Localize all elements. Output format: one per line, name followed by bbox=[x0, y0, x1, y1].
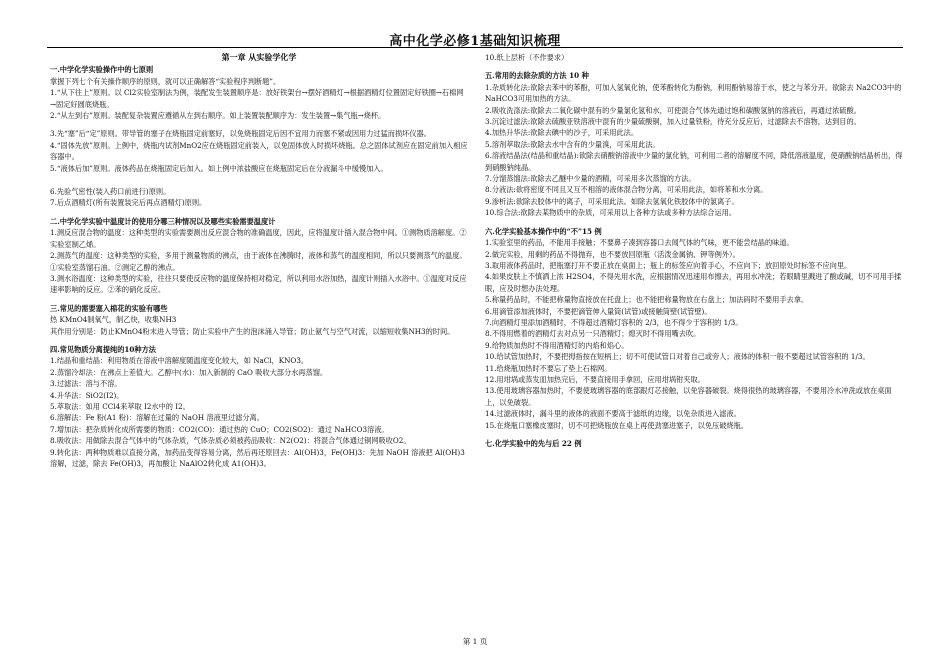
section-6-item: 15.在烧瓶口塞橡皮塞时，切不可把烧瓶放在桌上再使劲塞进塞子，以免压破烧瓶。 bbox=[485, 420, 748, 430]
section-4-item: 4.升华法：SiO2(I2)。 bbox=[50, 390, 124, 400]
section-2-item: 3.测水浴温度：这种类型的实验，往往只要使反应物的温度保持相对稳定，所以利用水浴加热，温度计则插入水浴中。①温度对反应速率影响的反应。②苯的硝化反应。 bbox=[50, 273, 467, 295]
section-6-title: 六.化学实验基本操作中的“不”15 例 bbox=[485, 226, 602, 236]
section-6-item: 13.使用玻璃容器加热时，不要使玻璃容器的底部跟灯芯接触，以免容器破裂。烧得很热的玻璃容器，不要用冷水冲洗或放在桌面上，以免破裂。 bbox=[485, 386, 892, 407]
section-6-item: 10.给试管加热时，不要把拇指按在短柄上；切不可使试管口对着自己或旁人；液体的体积一般不要超过试管容积的 1/3。 bbox=[485, 352, 870, 362]
page-number: 第 1 页 bbox=[462, 637, 488, 646]
section-5-item: 10.综合法:欲除去某物质中的杂质，可采用以上各种方法或多种方法综合运用。 bbox=[485, 208, 737, 218]
section-4-item: 9.转化法：两种物质难以直接分离，加药品变得容易分离，然后再还原回去：Al(OH)3，Fe(OH)3：先加 NaOH 溶液把 Al(OH)3溶解，过滤，除去 Fe(OH)3，再加酸让 NaAlO2转化成 A1(OH)3。 bbox=[50, 447, 465, 468]
section-5-item: 1.杂质转化法:欲除去苯中的苯酚，可加入氢氧化钠，使苯酚转化为酚钠，利用酚钠易溶于水，使之与苯分开。欲除去 Na2CO3中的 NaHCO3可用加热的方法。 bbox=[485, 82, 902, 104]
section-5-item: 6.溶液结晶法(结晶和重结晶):欲除去硝酸钠溶液中少量的氯化钠，可利用二者的溶解度不同，降低溶液温度，使硝酸钠结晶析出，得到硝酸钠纯晶。 bbox=[485, 151, 903, 172]
section-4-item: 2.蒸馏冷却法：在沸点上差值大。乙醇中(水)：加入新制的 CaO 吸收大部分水再蒸馏。 bbox=[50, 367, 328, 377]
section-5-item: 9.渗析法:欲除去胶体中的离子，可采用此法。如除去氢氧化铁胶体中的氯离子。 bbox=[485, 196, 739, 206]
section-3-item: 热 KMnO4制氧气，制乙炔，收集NH3 bbox=[50, 315, 177, 325]
section-4-item: 7.增加法：把杂质转化成所需要的物质：CO2(CO)：通过热的 CuO；CO2(SO2)：通过 NaHCO3溶液。 bbox=[50, 424, 389, 434]
section-1-item: 7.后点酒精灯(所有装置装完后再点酒精灯)原则。 bbox=[50, 198, 207, 208]
section-6-item: 9.给物质加热时不得用酒精灯的内焰和焰心。 bbox=[485, 340, 629, 350]
section-6-item: 12.用坩埚或蒸发皿加热完后，不要直接用手拿回，应用坩埚钳夹取。 bbox=[485, 374, 705, 384]
section-4-item: 5.萃取法：如用 CCl4来萃取 I2水中的 I2。 bbox=[50, 401, 190, 411]
section-4-item: 1.结晶和重结晶：利用物质在溶液中溶解度随温度变化较大，如 NaCl，KNO3。 bbox=[50, 356, 309, 366]
section-6-item: 7.向酒精灯里添加酒精时，不得超过酒精灯容积的 2/3，也不得少于容积的 1/3。 bbox=[485, 317, 743, 327]
section-6-item: 11.给烧瓶加热时不要忘了垫上石棉网。 bbox=[485, 363, 612, 373]
section-1-item: 6.先验气密性(装入药口前进行)原则。 bbox=[50, 187, 171, 197]
section-1-item: 4.“固体先放”原则。上例中，烧瓶内试剂MnO2应在烧瓶固定前装入，以免固体放入时损坏烧瓶。总之固体试剂应在固定前加入相应容器中。 bbox=[50, 140, 468, 162]
section-1-item: 2.“从左到右”原则。装配复杂装置应遵循从左到右顺序。如上装置装配顺序为：发生装置→集气瓶→烧杯。 bbox=[50, 111, 386, 121]
section-5-item: 5.溶剂萃取法:欲除去水中含有的少量溴，可采用此法。 bbox=[485, 139, 660, 149]
section-4-item: 10.纸上层析（不作要求） bbox=[485, 53, 569, 62]
section-6-item: 8.不得用燃着的酒精灯去对点另一只酒精灯；熄灭时不得用嘴去吹。 bbox=[485, 329, 701, 339]
section-2-title: 二.中学化学实验中温度计的使用分哪三种情况以及哪些实验需要温度计 bbox=[50, 216, 276, 226]
section-6-item: 1.实验室里的药品，不能用手接触；不要鼻子凑到容器口去闻气体的气味，更不能尝结晶的味道。 bbox=[485, 238, 794, 248]
section-2-item: 2.测蒸气的温度：这种类型的实验，多用于测量物质的沸点，由于液体在沸腾时，液体和蒸气的温度相同，所以只要测蒸气的温度。①实验室蒸馏石油。②测定乙醇的沸点。 bbox=[50, 251, 467, 272]
section-3-title: 三.常见的需要塞入棉花的实验有哪些 bbox=[50, 303, 168, 313]
left-column bbox=[50, 52, 468, 469]
section-6-item: 3.取用液体药品时，把瓶塞打开不要正放在桌面上；瓶上的标签应向着手心，不应向下；放回原处时标签不应向里。 bbox=[485, 260, 852, 270]
title-rule bbox=[47, 47, 903, 48]
section-5-item: 3.沉淀过滤法:欲除去硫酸亚铁溶液中混有的少量硫酸铜，加入过量铁粉，待充分反应后，过滤除去不溶物，达到目的。 bbox=[485, 117, 861, 127]
section-6-item: 5.称量药品时，不能把称量物直接放在托盘上；也不能把称量物放在右盘上；加法码时不要用手去拿。 bbox=[485, 295, 809, 305]
section-1-item: 5.“液体后加”原则。液体药品在烧瓶固定后加入。如上例中浓盐酸应在烧瓶固定后在分液漏斗中缓慢加入。 bbox=[50, 163, 388, 173]
section-6-item: 6.用滴管添加液体时，不要把滴管伸入量筒(试管)或接触筒壁(试管壁)。 bbox=[485, 306, 712, 316]
section-4-title: 四.常见物质分离提纯的10种方法 bbox=[50, 344, 156, 354]
section-5-title: 五.常用的去除杂质的方法 10 种 bbox=[485, 71, 589, 81]
section-1-item: 3.先“塞”后“定”原则。带导管的塞子在烧瓶固定前塞好，以免烧瓶固定后因不宜用力而塞不紧或因用力过猛而损坏仪器。 bbox=[50, 129, 431, 139]
section-1-intro: 掌握下列七个有关操作顺序的原则，就可以正确解答“实验程序判断题”。 bbox=[50, 76, 281, 86]
section-5-item: 8.分液法:欲将密度不同且又互不相溶的液体混合物分离，可采用此法，如将苯和水分离。 bbox=[485, 185, 768, 195]
section-5-item: 4.加热升华法:欲除去碘中的沙子，可采用此法。 bbox=[485, 128, 639, 138]
right-column bbox=[485, 52, 903, 449]
section-6-item: 14.过滤液体时，漏斗里的液体的液面不要高于滤纸的边缘，以免杂质进入滤液。 bbox=[485, 409, 741, 419]
section-7-title: 七.化学实验中的先与后 22 例 bbox=[485, 439, 582, 448]
section-2-item: 1.测反应混合物的温度：这种类型的实验需要测出反应混合物的准确温度，因此，应将温度计插入混合物中间。①测物质溶解度。②实验室制乙烯。 bbox=[50, 228, 467, 249]
section-1-title: 一.中学化学实验操作中的七原则 bbox=[50, 65, 154, 75]
section-4-item: 6.溶解法：Fe 粉(A1 粉)：溶解在过量的 NaOH 溶液里过滤分离。 bbox=[50, 413, 264, 423]
section-4-item: 3.过滤法：溶与不溶。 bbox=[50, 379, 122, 389]
section-5-item: 7.分馏蒸馏法:欲除去乙醚中少量的酒精，可采用多次蒸馏的方法。 bbox=[485, 174, 696, 184]
section-6-item: 2.做完实验，用剩的药品不得抛弃，也不要放回原瓶（活泼金属钠、钾等例外）。 bbox=[485, 249, 740, 259]
section-5-item: 2.吸收洗涤法:欲除去二氧化碳中混有的少量氯化氢和水，可使混合气体先通过饱和碳酸氢钠的溶液后，再通过浓硫酸。 bbox=[485, 105, 861, 115]
section-4-item: 8.吸收法：用做除去混合气体中的气体杂质，气体杂质必须被药品吸收：N2(O2)：将混合气体通过铜网吸收O2。 bbox=[50, 436, 411, 446]
section-1-item: 1.“从下往上”原则。以 Cl2实验室制法为例，装配发生装置顺序是：放好铁架台→摆好酒精灯→根据酒精灯位置固定好铁圈→石棉网→固定好圆底烧瓶。 bbox=[50, 88, 464, 109]
section-3-item: 其作用分别是：防止KMnO4粉末进入导管；防止实验中产生的泡沫涌入导管；防止氨气与空气对流，以缩短收集NH3的时间。 bbox=[50, 326, 455, 336]
chapter-heading: 第一章 从实验学化学 bbox=[221, 52, 297, 62]
section-6-item: 4.如果皮肤上不慎洒上浓 H2SO4，不得先用水洗，应根据情况迅速用布擦去，再用水冲洗；若眼睛里溅进了酸或碱，切不可用手揉眼，应及时想办法处理。 bbox=[485, 272, 902, 293]
document-title: 高中化学必修1基础知识梳理 bbox=[389, 34, 561, 49]
